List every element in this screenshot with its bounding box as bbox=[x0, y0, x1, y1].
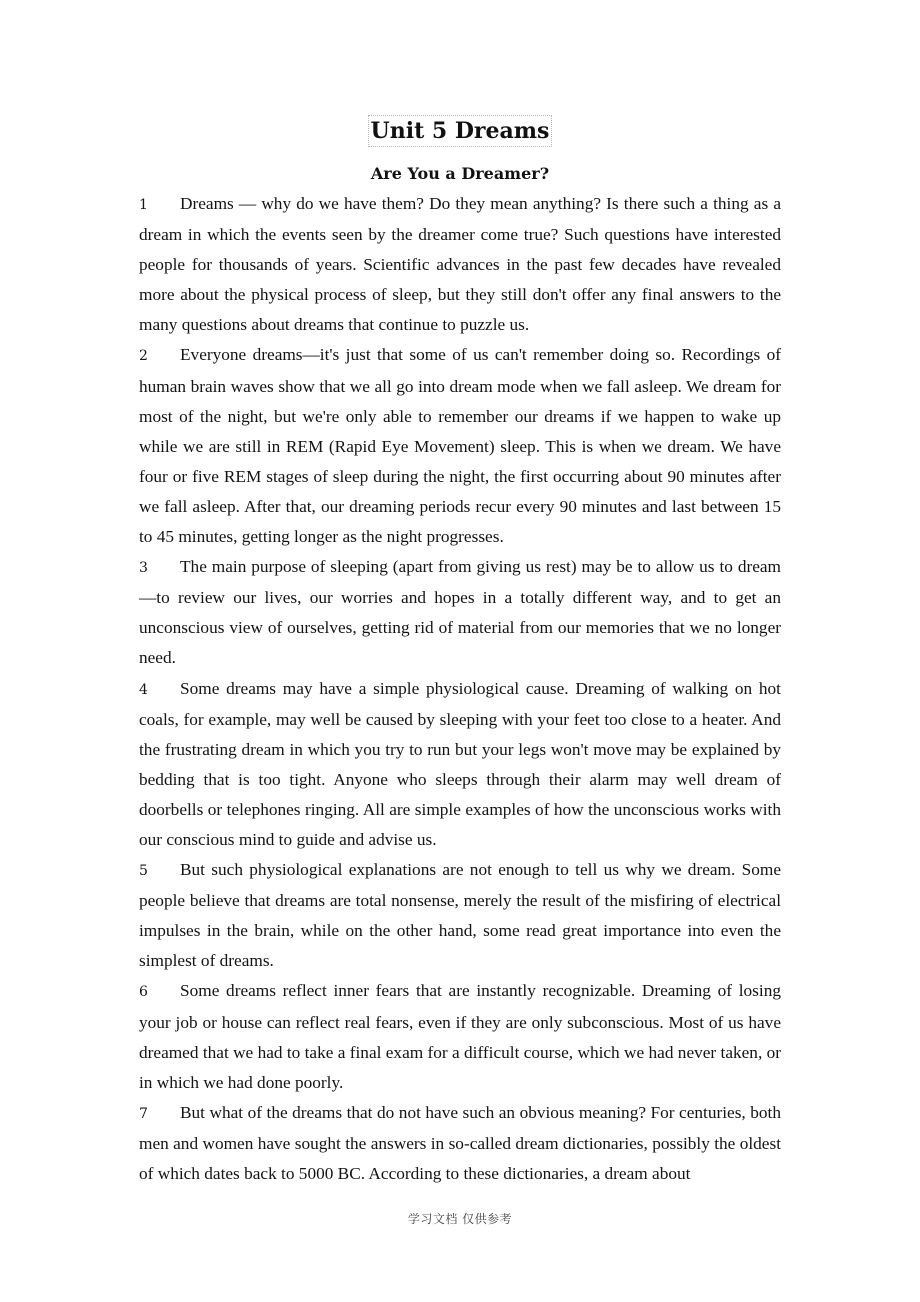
title-container bbox=[0, 115, 920, 147]
paragraph-number: 7 bbox=[139, 1105, 148, 1122]
paragraph-text: Everyone dreams—it's just that some of us can't remember doing so. Recordings of human brain waves show that we all go into dream mode when we fall asleep. We dream for most of the night, but we're only able to remember our dreams if we happen to wake up while we are still in REM (Rapid Eye Movement) sleep. This is when we dream. We have four or five REM stages of sleep during the night, the first occurring about 90 minutes after we fall asleep. After that, our dreaming periods recur every 90 minutes and last between 15 to 45 minutes, getting longer as the night progresses. bbox=[139, 345, 781, 547]
paragraph-3 bbox=[139, 552, 781, 673]
page-footer: 学习文档 仅供参考 bbox=[407, 1212, 513, 1226]
paragraph-5 bbox=[139, 855, 781, 976]
paragraph-4 bbox=[139, 674, 781, 856]
paragraph-text: But such physiological explanations are not enough to tell us why we dream. Some people believe that dreams are total nonsense, merely the result of the misfiring of electrical impulses in the brain, while on the other hand, some read great importance into even the simplest of dreams. bbox=[139, 860, 781, 971]
paragraph-1 bbox=[139, 189, 781, 340]
paragraph-text: The main purpose of sleeping (apart from giving us rest) may be to allow us to dream—to review our lives, our worries and hopes in a totally different way, and to get an unconscious view of ourselves, getting rid of material from our memories that we no longer need. bbox=[139, 557, 781, 668]
page-title: Unit 5 Dreams bbox=[368, 115, 553, 147]
paragraph-2 bbox=[139, 340, 781, 552]
paragraph-number: 4 bbox=[139, 681, 148, 698]
page-subtitle: Are You a Dreamer? bbox=[370, 164, 550, 183]
paragraph-7 bbox=[139, 1098, 781, 1189]
paragraph-text: But what of the dreams that do not have such an obvious meaning? For centuries, both men and women have sought the answers in so-called dream dictionaries, possibly the oldest of which dates back to 5000 BC. According to these dictionaries, a dream about bbox=[139, 1102, 781, 1183]
paragraph-text: Some dreams reflect inner fears that are instantly recognizable. Dreaming of losing your job or house can reflect real fears, even if they are only subconscious. Most of us have dreamed that we had to take a final exam for a difficult course, which we had never taken, or in which we had done poorly. bbox=[139, 981, 781, 1092]
paragraph-6 bbox=[139, 976, 781, 1097]
article-body bbox=[139, 189, 781, 1189]
paragraph-number: 3 bbox=[139, 560, 148, 577]
paragraph-number: 1 bbox=[139, 197, 148, 213]
paragraph-number: 2 bbox=[139, 348, 148, 365]
paragraph-text: Some dreams may have a simple physiological cause. Dreaming of walking on hot coals, for example, may well be caused by sleeping with your feet too close to a heater. And the frustrating dream in which you try to run but your legs won't move may be explained by bedding that is too tight. Anyone who sleeps through their alarm may well dream of doorbells or telephones ringing. All are simple examples of how the unconscious works with our conscious mind to guide and advise us. bbox=[139, 678, 781, 849]
paragraph-text: Dreams — why do we have them? Do they mean anything? Is there such a thing as a dream in which the events seen by the dreamer come true? Such questions have interested people for thousands of years. Scientific advances in the past few decades have revealed more about the physical process of sleep, but they still don't offer any final answers to the many questions about dreams that continue to puzzle us. bbox=[139, 194, 781, 335]
paragraph-number: 5 bbox=[139, 863, 148, 880]
paragraph-number: 6 bbox=[139, 984, 148, 1001]
